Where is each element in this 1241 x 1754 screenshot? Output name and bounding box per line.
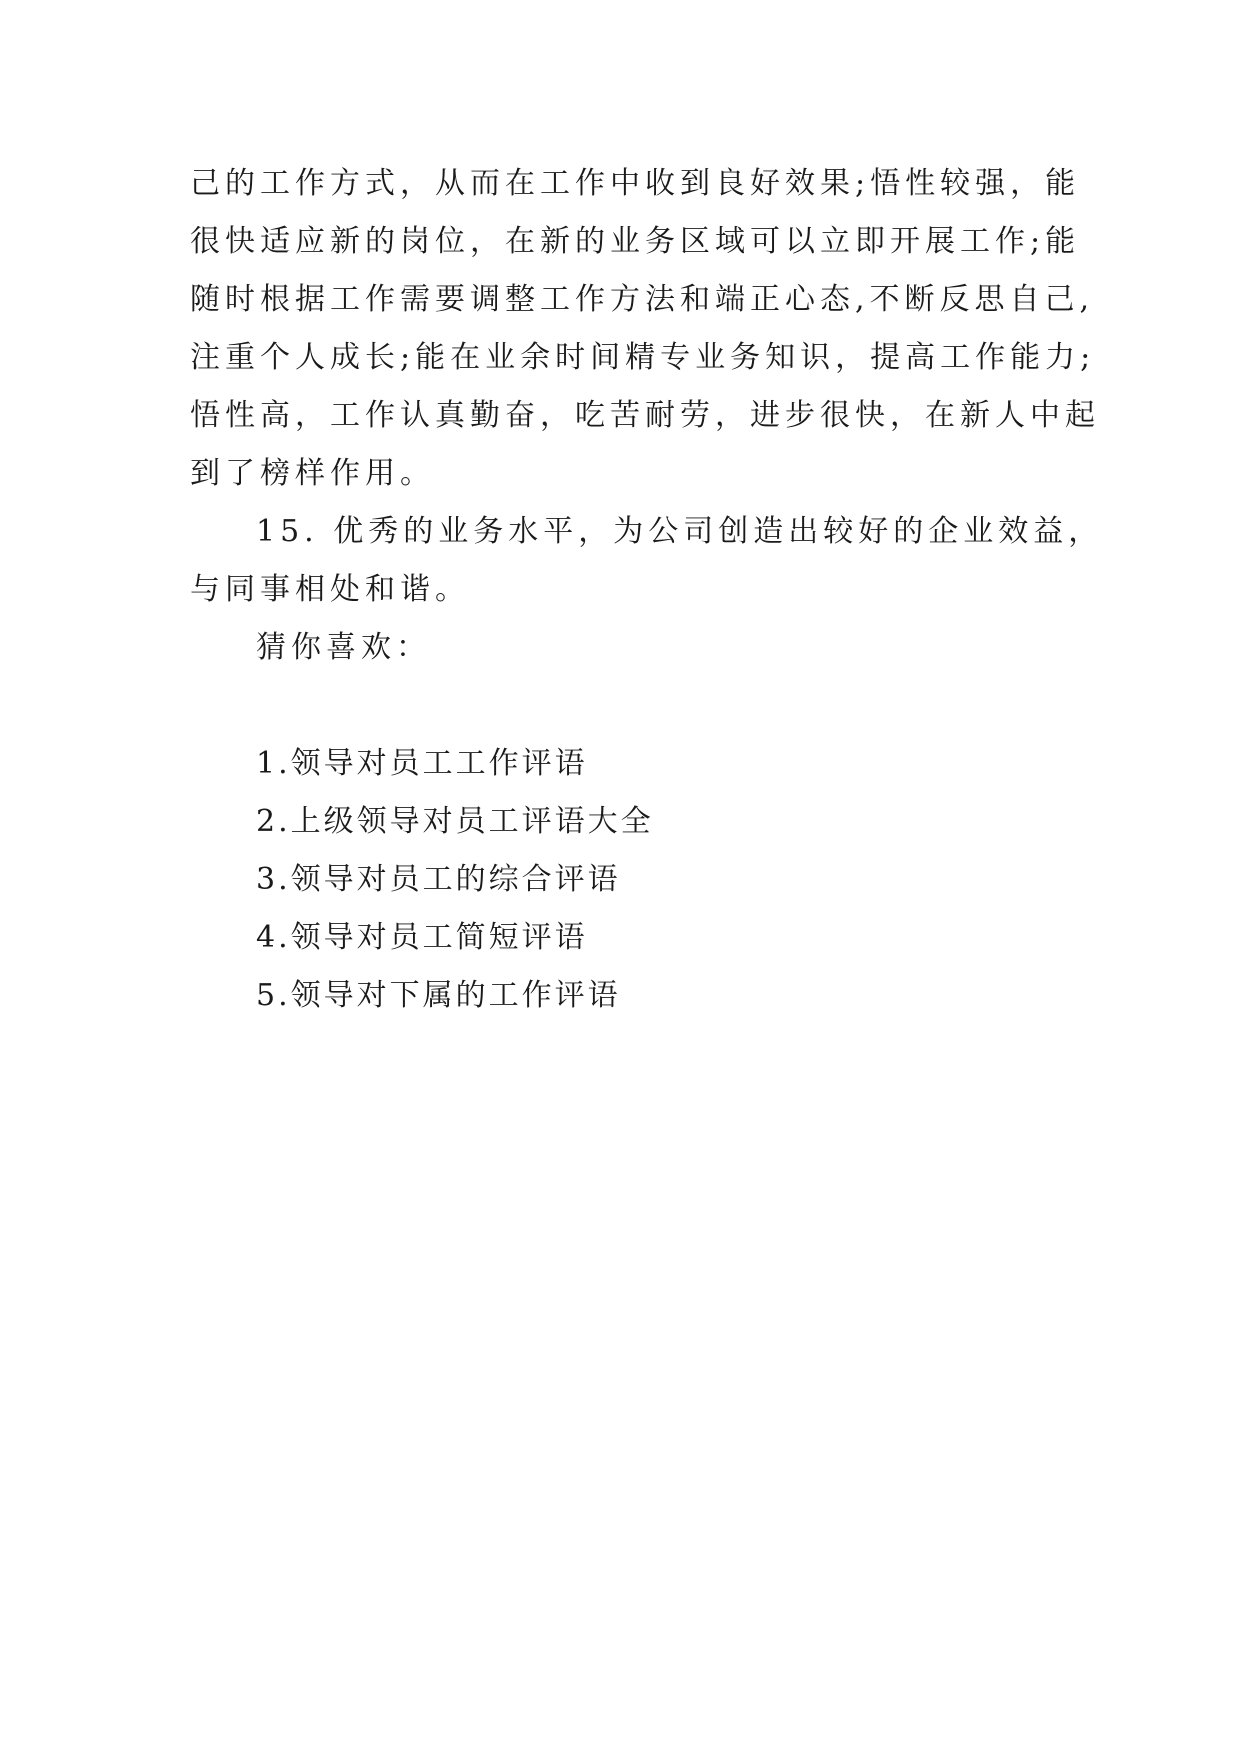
paragraph-line: 随时根据工作需要调整工作方法和端正心态,不断反思自己,: [190, 282, 1095, 317]
item-15-line-2: 与同事相处和谐。: [190, 572, 470, 607]
paragraph-line: 注重个人成长;能在业余时间精专业务知识，提高工作能力;: [190, 340, 1096, 375]
related-link[interactable]: 4.领导对员工简短评语: [256, 920, 588, 955]
guess-you-like-heading: 猜你喜欢：: [256, 630, 431, 665]
related-link[interactable]: 3.领导对员工的综合评语: [256, 862, 621, 897]
paragraph-line: 很快适应新的岗位，在新的业务区域可以立即开展工作;能: [190, 224, 1081, 259]
paragraph-line: 己的工作方式，从而在工作中收到良好效果;悟性较强，能: [190, 166, 1081, 201]
paragraph-line: 到了榜样作用。: [190, 456, 435, 491]
item-15-line-1: 15. 优秀的业务水平，为公司创造出较好的企业效益，: [256, 514, 1104, 549]
related-link[interactable]: 5.领导对下属的工作评语: [256, 978, 621, 1013]
paragraph-line: 悟性高，工作认真勤奋，吃苦耐劳，进步很快，在新人中起: [190, 398, 1100, 433]
related-link[interactable]: 1.领导对员工工作评语: [256, 746, 588, 781]
related-link[interactable]: 2.上级领导对员工评语大全: [256, 804, 654, 839]
